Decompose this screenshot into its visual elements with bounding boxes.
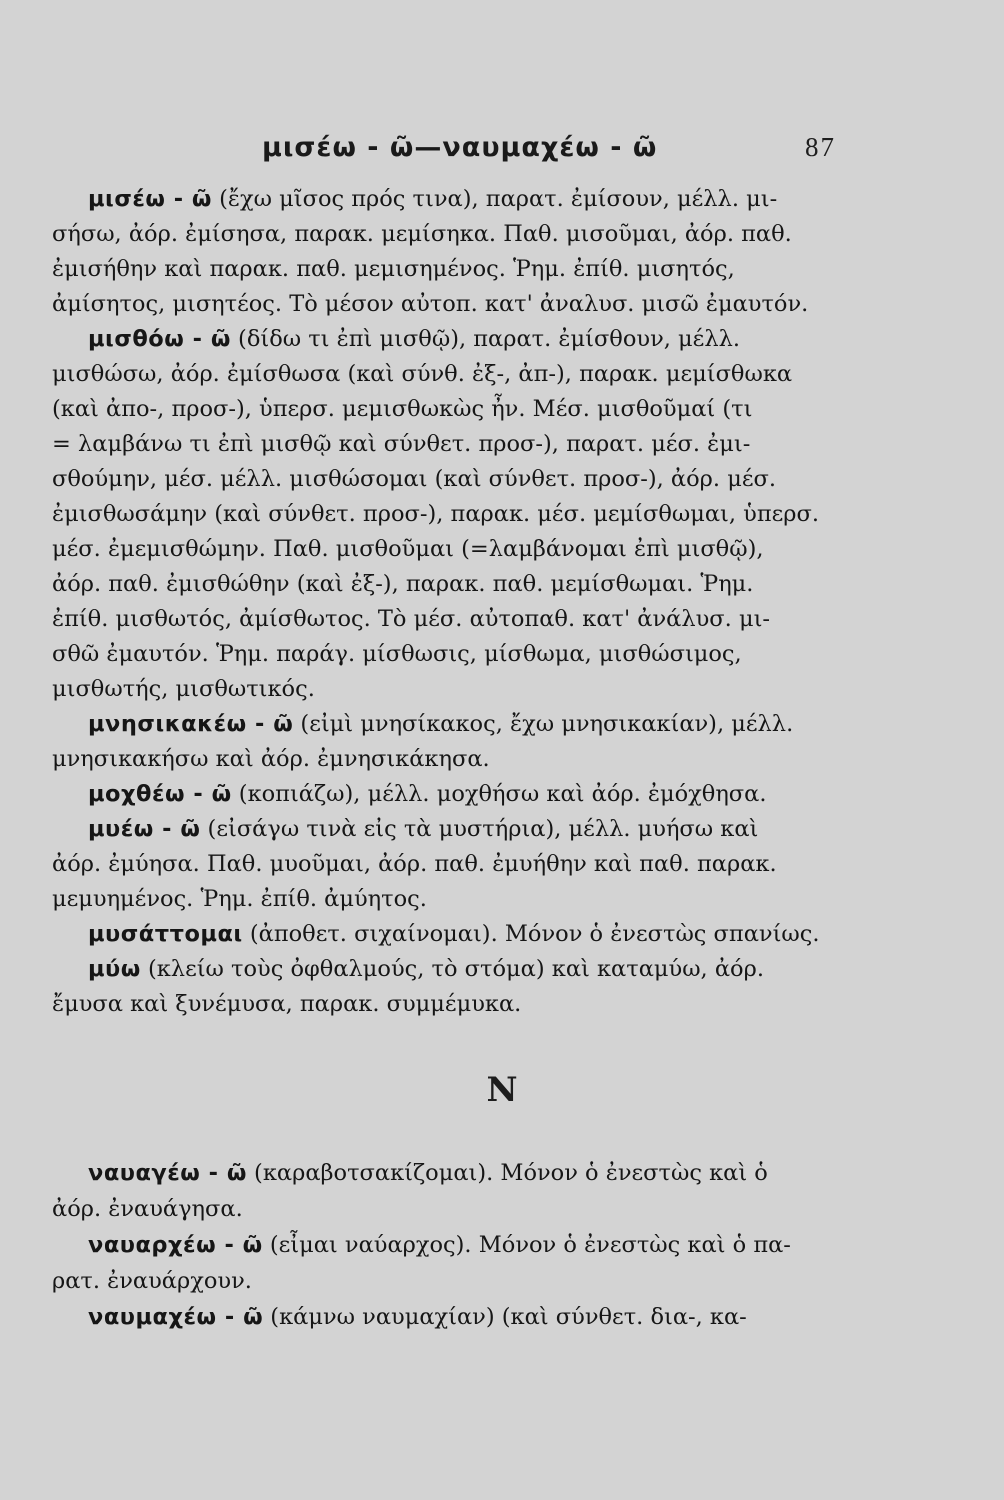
entry-mnesikakeo: [52, 707, 847, 777]
entry-line: (καὶ ἀπο-, προσ-), ὑπερσ. μεμισθωκὼς ἦν. Μέσ. μισθοῦμαί (τι: [52, 396, 753, 422]
headword: ναυμαχέω - ῶ: [88, 1304, 264, 1330]
entry-line: μύω (κλείω τοὺς ὀφθαλμούς, τὸ στόμα) καὶ καταμύω, ἀόρ.: [88, 956, 764, 982]
headword: μύω: [88, 956, 141, 982]
entry-nauageo: [52, 1155, 847, 1227]
entry-line: μισθόω - ῶ (δίδω τι ἐπὶ μισθῷ), παρατ. ἐμίσθουν, μέλλ.: [88, 326, 741, 352]
entry-line: ναυαρχέω - ῶ (εἶμαι ναύαρχος). Μόνον ὁ ἐνεστὼς καὶ ὁ πα-: [88, 1232, 791, 1258]
running-title: μισέω - ῶ—ναυμαχέω - ῶ: [262, 132, 658, 163]
entry-line: σθούμην, μέσ. μέλλ. μισθώσομαι (καὶ σύνθετ. προσ-), ἀόρ. μέσ.: [52, 466, 776, 492]
headword: μισέω - ῶ: [88, 186, 212, 212]
entry-line: μεμυημένος. Ῥημ. ἐπίθ. ἀμύητος.: [52, 886, 427, 912]
entry-myeo: [52, 812, 847, 917]
entry-line: ναυμαχέω - ῶ (κάμνω ναυμαχίαν) (καὶ σύνθετ. δια-, κα-: [88, 1304, 747, 1330]
entry-line: ἀόρ. ἐμύησα. Παθ. μυοῦμαι, ἀόρ. παθ. ἐμυήθην καὶ παθ. παρακ.: [52, 851, 777, 877]
entry-mochtheo: [52, 777, 847, 812]
headword: ναυαρχέω - ῶ: [88, 1232, 263, 1258]
entry-line: μυέω - ῶ (εἰσάγω τινὰ εἰς τὰ μυστήρια), μέλλ. μυήσω καὶ: [88, 816, 759, 842]
entry-line: μνησικακέω - ῶ (εἰμὶ μνησίκακος, ἔχω μνησικακίαν), μέλλ.: [88, 711, 794, 737]
entry-line: ἐμισθωσάμην (καὶ σύνθετ. προσ-), παρακ. μέσ. μεμίσθωμαι, ὑπερσ.: [52, 501, 820, 527]
entry-line: ἀόρ. παθ. ἐμισθώθην (καὶ ἐξ-), παρακ. παθ. μεμίσθωμαι. Ῥημ.: [52, 571, 754, 597]
headword: μυέω - ῶ: [88, 816, 201, 842]
entry-line: ρατ. ἐναυάρχουν.: [52, 1268, 252, 1294]
page-number: 87: [805, 132, 836, 162]
entry-line: ἀόρ. ἐναυάγησα.: [52, 1196, 243, 1222]
entry-line: ἔμυσα καὶ ξυνέμυσα, παρακ. συμμέμυκα.: [52, 991, 522, 1017]
entry-nauarcheo: [52, 1227, 847, 1299]
entry-misthoo: [52, 322, 847, 707]
headword: μοχθέω - ῶ: [88, 781, 232, 807]
entry-line: μνησικακήσω καὶ ἀόρ. ἐμνησικάκησα.: [52, 746, 490, 772]
entry-line: μισθωτής, μισθωτικός.: [52, 676, 315, 702]
entry-line: ἐμισήθην καὶ παρακ. παθ. μεμισημένος. Ῥημ. ἐπίθ. μισητός,: [52, 256, 735, 282]
entry-line: ἀμίσητος, μισητέος. Τὸ μέσον αὐτοπ. κατ' ἀναλυσ. μισῶ ἐμαυτόν.: [52, 291, 809, 317]
entry-mysattomai: [52, 917, 847, 952]
entry-line: μοχθέω - ῶ (κοπιάζω), μέλλ. μοχθήσω καὶ ἀόρ. ἐμόχθησα.: [88, 781, 767, 807]
entry-line: ἐπίθ. μισθωτός, ἀμίσθωτος. Τὸ μέσ. αὐτοπαθ. κατ' ἀνάλυσ. μι-: [52, 606, 771, 632]
entry-myo: [52, 952, 847, 1022]
entry-line: μισθώσω, ἀόρ. ἐμίσθωσα (καὶ σύνθ. ἐξ-, ἀπ-), παρακ. μεμίσθωκα: [52, 361, 793, 387]
headword: μνησικακέω - ῶ: [88, 711, 294, 737]
headword: μυσάττομαι: [88, 921, 243, 947]
entry-line: μισέω - ῶ (ἔχω μῖσος πρός τινα), παρατ. ἐμίσουν, μέλλ. μι-: [88, 186, 778, 212]
headword: ναυαγέω - ῶ: [88, 1160, 247, 1186]
entry-line: ναυαγέω - ῶ (καραβοτσακίζομαι). Μόνον ὁ ἐνεστὼς καὶ ὁ: [88, 1160, 768, 1186]
section-letter: Ν: [486, 1070, 518, 1110]
entry-line: μυσάττομαι (ἀποθετ. σιχαίνομαι). Μόνον ὁ ἐνεστὼς σπανίως.: [88, 921, 820, 947]
entry-line: μέσ. ἐμεμισθώμην. Παθ. μισθοῦμαι (=λαμβάνομαι ἐπὶ μισθῷ),: [52, 536, 764, 562]
entry-naumacheo: [52, 1299, 847, 1335]
entry-line: σήσω, ἀόρ. ἐμίσησα, παρακ. μεμίσηκα. Παθ. μισοῦμαι, ἀόρ. παθ.: [52, 221, 792, 247]
headword: μισθόω - ῶ: [88, 326, 231, 352]
entry-line: = λαμβάνω τι ἐπὶ μισθῷ καὶ σύνθετ. προσ-), παρατ. μέσ. ἐμι-: [52, 431, 751, 457]
entry-miseo: [52, 182, 847, 322]
dictionary-entries: [52, 182, 847, 1022]
dictionary-entries-n: [52, 1155, 847, 1335]
entry-line: σθῶ ἐμαυτόν. Ῥημ. παράγ. μίσθωσις, μίσθωμα, μισθώσιμος,: [52, 641, 742, 667]
running-head: [0, 132, 1004, 168]
